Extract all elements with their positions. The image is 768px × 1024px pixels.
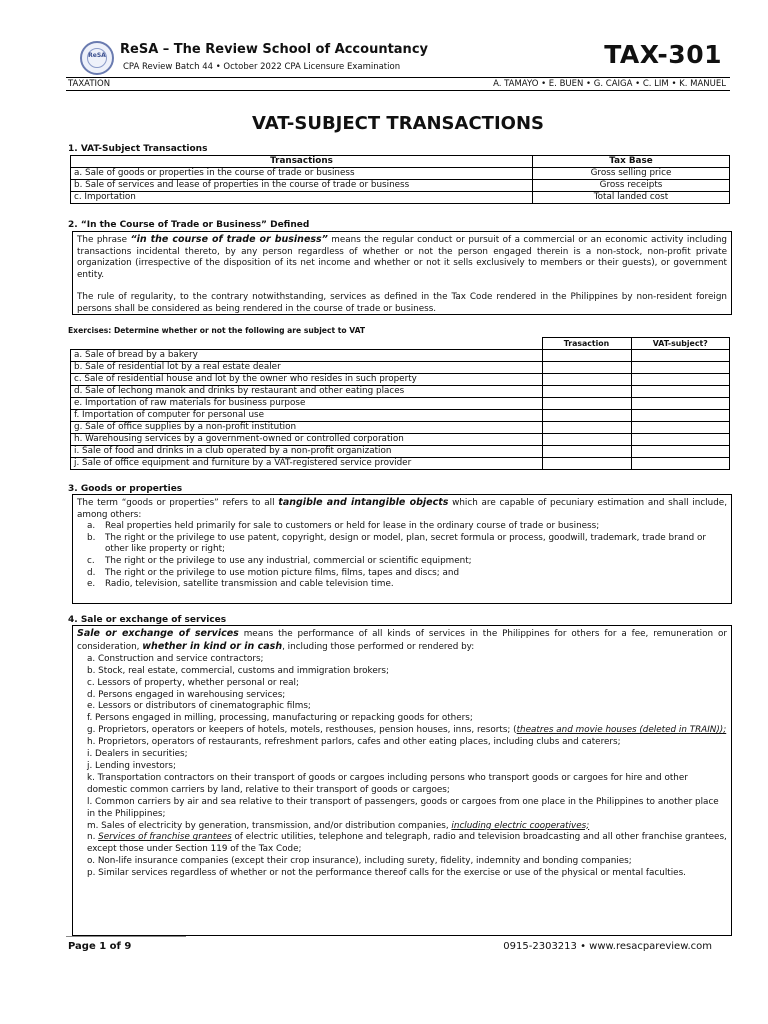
transaction-answer-cell[interactable] <box>542 362 631 374</box>
exercise-item: j. Sale of office equipment and furniture by a VAT-registered service provider <box>71 458 543 470</box>
exercise-item: a. Sale of bread by a bakery <box>71 350 543 362</box>
text: which are capable of pecuniary estimation and shall include, among others: <box>77 498 727 520</box>
underlined-note: Services of franchise grantees <box>98 832 232 843</box>
list-marker: e. <box>87 579 96 590</box>
exercise-item: b. Sale of residential lot by a real estate dealer <box>71 362 543 374</box>
emphasis-text: tangible and intangible objects <box>278 497 449 508</box>
exercise-item: c. Sale of residential house and lot by the owner who resides in such property <box>71 374 543 386</box>
text: The term “goods or properties” refers to all <box>77 498 279 508</box>
subject-label: TAXATION <box>68 79 111 89</box>
list-item: l. Common carriers by air and sea relative to their transport of passengers, goods or cargoes from one place in the Philippines to another place in the Philippines; <box>87 796 719 819</box>
column-header: Tax Base <box>533 156 730 168</box>
table-row <box>71 434 730 446</box>
transaction-answer-cell[interactable] <box>542 422 631 434</box>
list-item: i. Dealers in securities; <box>87 749 188 760</box>
list-marker: b. <box>87 532 96 543</box>
vat-transactions-table <box>70 155 730 204</box>
list-item <box>87 832 727 856</box>
vat-subject-answer-cell[interactable] <box>631 398 730 410</box>
vat-subject-answer-cell[interactable] <box>631 422 730 434</box>
text: The phrase <box>77 235 131 245</box>
vat-subject-answer-cell[interactable] <box>631 458 730 470</box>
exercises-table <box>70 337 730 470</box>
table-row <box>71 386 730 398</box>
vat-subject-answer-cell[interactable] <box>631 446 730 458</box>
transaction-answer-cell[interactable] <box>542 350 631 362</box>
exercise-item: i. Sale of food and drinks in a club operated by a non-profit organization <box>71 446 543 458</box>
footer-rule <box>66 936 186 937</box>
text: g. Proprietors, operators or keepers of hotels, motels, resthouses, pension houses, inns, resorts; ( <box>87 725 517 736</box>
vat-subject-answer-cell[interactable] <box>631 362 730 374</box>
subject-band <box>66 77 730 91</box>
text: n. <box>87 832 96 843</box>
list-item: c. Lessors of property, whether personal or real; <box>87 677 299 688</box>
transaction-answer-cell[interactable] <box>542 434 631 446</box>
table-header-row <box>71 156 730 168</box>
list-item <box>87 725 727 737</box>
table-row <box>71 398 730 410</box>
list-item <box>87 821 727 833</box>
vat-subject-answer-cell[interactable] <box>631 410 730 422</box>
list-text: The right or the privilege to use any industrial, commercial or scientific equipment; <box>105 555 472 566</box>
trade-business-definition-box <box>72 231 732 315</box>
list-item <box>87 521 727 533</box>
exercise-item: e. Importation of raw materials for business purpose <box>71 398 543 410</box>
course-code: TAX-301 <box>604 40 722 69</box>
table-cell: c. Importation <box>71 192 533 204</box>
list-item <box>87 533 727 556</box>
table-row <box>71 192 730 204</box>
vat-subject-answer-cell[interactable] <box>631 434 730 446</box>
resa-logo-icon <box>80 41 114 75</box>
section-4-heading: 4. Sale or exchange of services <box>68 615 227 625</box>
list-text: The right or the privilege to use patent, copyright, design or model, plan, secret formula or process, goodwill, trademark, trade brand or other like property or right; <box>105 532 707 555</box>
intro-paragraph <box>77 497 727 521</box>
list-item: d. Persons engaged in warehousing services; <box>87 689 286 700</box>
list-item: e. Lessors or distributors of cinematographic films; <box>87 701 311 712</box>
table-cell: b. Sale of services and lease of properties in the course of trade or business <box>71 180 533 192</box>
batch-info: CPA Review Batch 44 • October 2022 CPA Licensure Examination <box>123 62 401 72</box>
emphasis-text: “in the course of trade or business” <box>130 234 328 245</box>
list-item <box>87 568 727 580</box>
table-cell: a. Sale of goods or properties in the course of trade or business <box>71 168 533 180</box>
list-text: Real properties held primarily for sale to customers or held for lease in the ordinary course of trade or business; <box>105 521 600 532</box>
text: m. Sales of electricity by generation, transmission, and/or distribution companies, <box>87 820 452 831</box>
transaction-answer-cell[interactable] <box>542 458 631 470</box>
list-text: Radio, television, satellite transmission and cable television time. <box>105 579 394 590</box>
list-marker: a. <box>87 521 96 532</box>
contact-info: 0915-2303213 • www.resacpareview.com <box>503 941 712 952</box>
transaction-answer-cell[interactable] <box>542 446 631 458</box>
list-item: o. Non-life insurance companies (except their crop insurance), including surety, fidelity, indemnity and bonding companies; <box>87 856 632 867</box>
definition-paragraph <box>77 234 727 281</box>
document-header <box>66 40 730 76</box>
list-item: a. Construction and service contractors; <box>87 653 264 664</box>
table-row <box>71 410 730 422</box>
logo-text: ReSA <box>88 52 106 59</box>
transaction-answer-cell[interactable] <box>542 410 631 422</box>
underlined-note: theatres and movie houses (deleted in TRAIN)); <box>516 725 727 736</box>
table-cell: Gross selling price <box>533 168 730 180</box>
exercise-item: g. Sale of office supplies by a non-profit institution <box>71 422 543 434</box>
list-item: k. Transportation contractors on their transport of goods or cargoes including persons who transport goods or cargoes for hire and other domestic common carriers by land, relative to their transport of goods or cargoes; <box>87 772 688 795</box>
exercises-heading: Exercises: Determine whether or not the following are subject to VAT <box>68 326 366 335</box>
column-header: Transactions <box>71 156 533 168</box>
exercise-item: f. Importation of computer for personal use <box>71 410 543 422</box>
list-text: The right or the privilege to use motion picture films, films, tapes and discs; and <box>105 567 460 578</box>
list-item <box>87 556 727 568</box>
table-row <box>71 168 730 180</box>
vat-subject-answer-cell[interactable] <box>631 350 730 362</box>
table-row <box>71 350 730 362</box>
page-number: Page 1 of 9 <box>68 941 132 952</box>
underlined-note: including electric cooperatives; <box>451 820 590 831</box>
services-list <box>77 654 727 880</box>
transaction-answer-cell[interactable] <box>542 398 631 410</box>
exercise-item: h. Warehousing services by a government-owned or controlled corporation <box>71 434 543 446</box>
exercise-item: d. Sale of lechong manok and drinks by restaurant and other eating places <box>71 386 543 398</box>
table-row <box>71 422 730 434</box>
section-3-heading: 3. Goods or properties <box>68 484 183 494</box>
section-2-heading: 2. “In the Course of Trade or Business” Defined <box>68 220 310 230</box>
list-item: f. Persons engaged in milling, processing, manufacturing or repacking goods for others; <box>87 713 473 724</box>
column-header: Trasaction <box>542 338 631 350</box>
vat-subject-answer-cell[interactable] <box>631 374 730 386</box>
table-row <box>71 374 730 386</box>
intro-paragraph <box>77 628 727 654</box>
list-item: h. Proprietors, operators of restaurants, refreshment parlors, cafes and other eating places, including clubs and caterers; <box>87 737 621 748</box>
vat-subject-answer-cell[interactable] <box>631 386 730 398</box>
rule-paragraph: The rule of regularity, to the contrary notwithstanding, services as defined in the Tax Code rendered in the Philippines by non-resident foreign persons shall be considered as being rendered in the course of trade or business. <box>77 292 727 314</box>
transaction-answer-cell[interactable] <box>542 386 631 398</box>
list-item: b. Stock, real estate, commercial, customs and immigration brokers; <box>87 665 389 676</box>
table-cell: Total landed cost <box>533 192 730 204</box>
list-marker: d. <box>87 567 96 578</box>
list-item: j. Lending investors; <box>87 760 176 771</box>
table-row <box>71 362 730 374</box>
services-box <box>72 625 732 936</box>
list-marker: c. <box>87 555 95 566</box>
table-header-row <box>71 338 730 350</box>
page-title: VAT-SUBJECT TRANSACTIONS <box>252 113 544 134</box>
goods-properties-box <box>72 494 732 604</box>
transaction-answer-cell[interactable] <box>542 374 631 386</box>
authors: A. TAMAYO • E. BUEN • G. CAIGA • C. LIM • K. MANUEL <box>493 79 726 89</box>
table-cell: Gross receipts <box>533 180 730 192</box>
text: means the performance of all kinds of services in the Philippines for others for a fee, remuneration or consideration, <box>77 629 727 652</box>
table-row <box>71 446 730 458</box>
column-header: VAT-subject? <box>631 338 730 350</box>
column-header <box>71 338 543 350</box>
list-item: p. Similar services regardless of whether or not the performance thereof calls for the exercise or use of the physical or mental faculties. <box>87 868 686 879</box>
table-row <box>71 180 730 192</box>
text: , including those performed or rendered by: <box>282 641 475 652</box>
text: of electric utilities, telephone and telegraph, radio and television broadcasting and all other franchise grantees, except those under Section 119 of the Tax Code; <box>87 832 727 855</box>
text: means the regular conduct or pursuit of a commercial or an economic activity including transactions incidental thereto, by any person regardless of whether or not the person engaged therein is a non-stock, non-profit private organization (irrespective of the disposition of its net income and whether or not it sells exclusively to members or their guests), or government entity. <box>77 235 727 280</box>
school-name: ReSA – The Review School of Accountancy <box>120 42 428 57</box>
section-1-heading: 1. VAT-Subject Transactions <box>68 144 208 154</box>
emphasis-text: whether in kind or in cash <box>142 640 283 652</box>
table-row <box>71 458 730 470</box>
emphasis-text: Sale or exchange of services <box>77 628 239 639</box>
list-item <box>87 579 727 591</box>
